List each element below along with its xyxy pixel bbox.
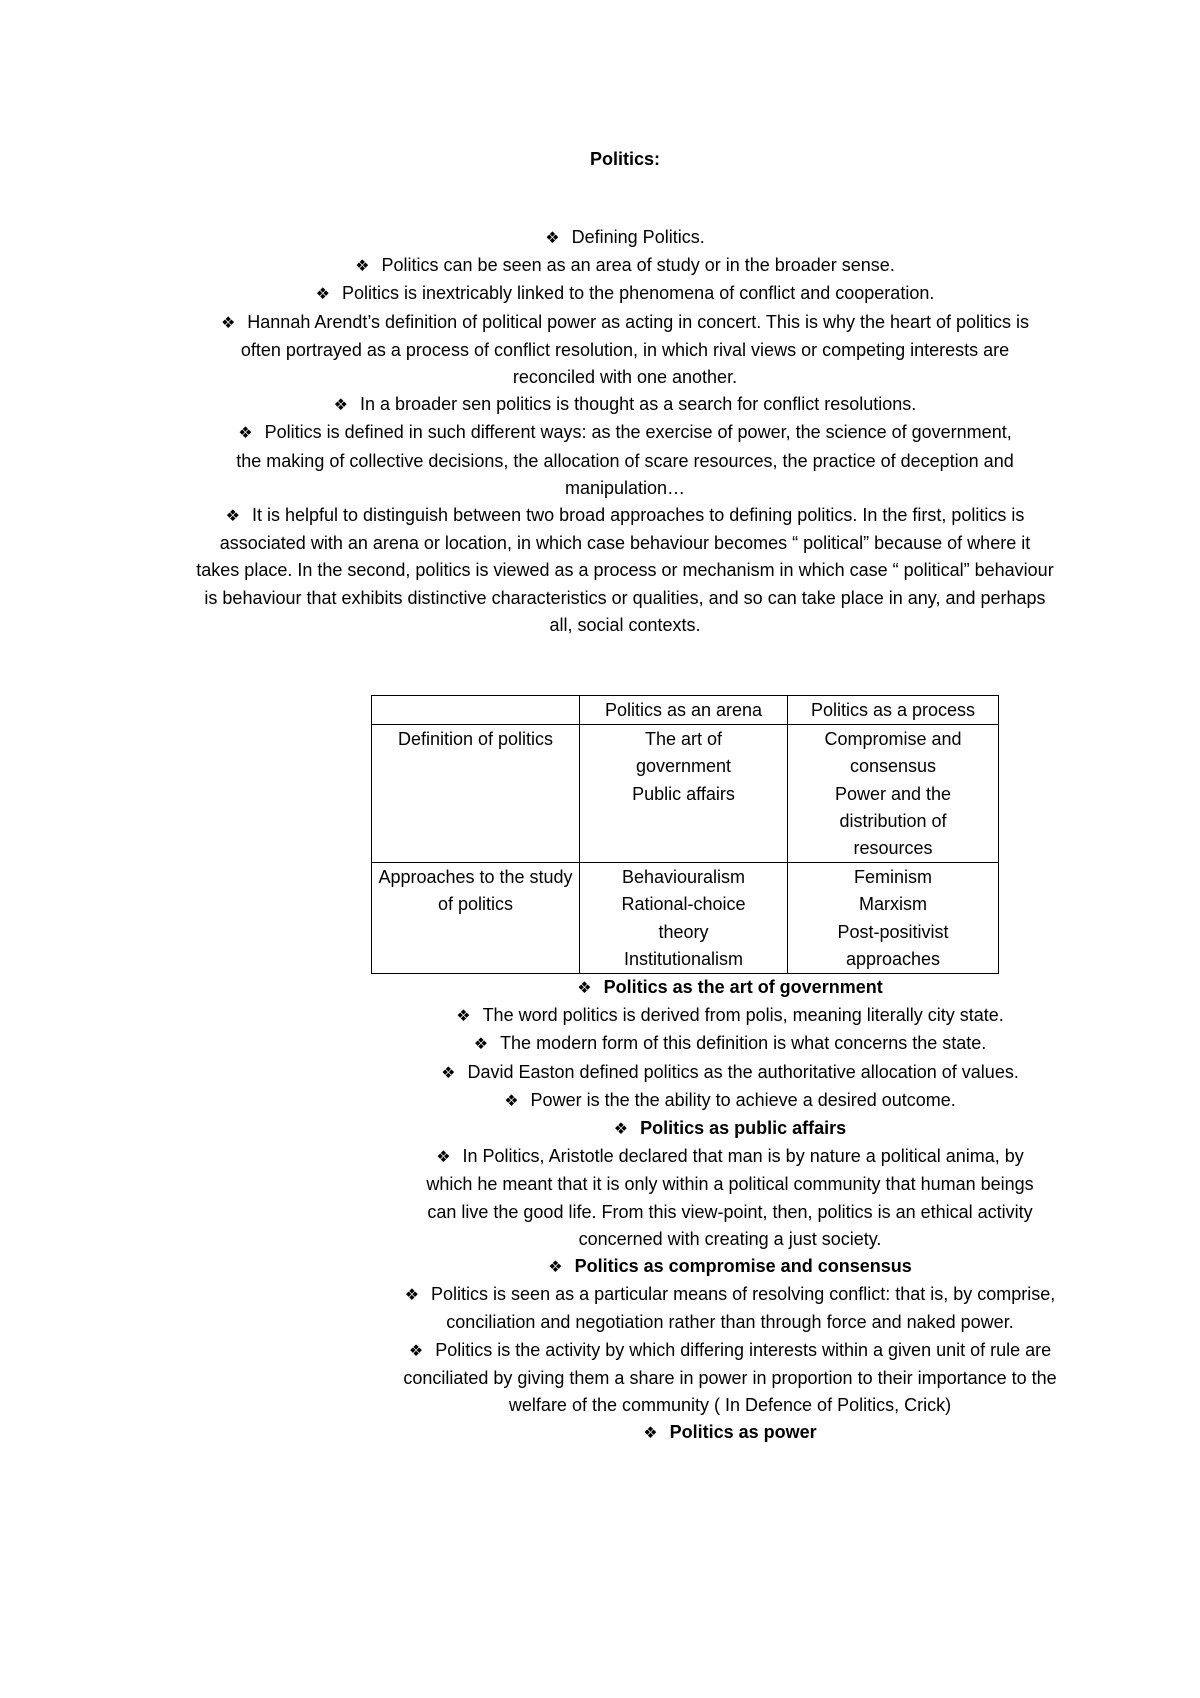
- table-cell: Compromise and consensus Power and the distribution of resources: [788, 725, 999, 863]
- section-heading: ❖ Politics as the art of government: [390, 974, 1070, 1002]
- comparison-table: [371, 695, 999, 974]
- diamond-bullet-icon: ❖: [238, 425, 253, 443]
- bullet-item: ❖ Politics is inextricably linked to the phenomena of conflict and cooperation.: [180, 280, 1070, 308]
- intro-bullet-list: [180, 224, 1070, 639]
- bullet-item: ❖ Politics is defined in such different ways: as the exercise of power, the science of government, the making of collective decisions, the allocation of scare resources, the practice of deception and manipulation…: [236, 422, 1014, 498]
- diamond-bullet-icon: ❖: [473, 1036, 489, 1054]
- bullet-item: ❖ It is helpful to distinguish between two broad approaches to defining politics. In the first, politics is associated with an arena or location, in which case behaviour becomes “ political” because of where it takes place. In the second, politics is viewed as a process or mechanism in which case “ political” behaviour is behaviour that exhibits distinctive characteristics or qualities, and so can take place in any, and perhaps all, social contexts.: [196, 505, 1054, 635]
- diamond-bullet-icon: ❖: [436, 1149, 451, 1167]
- section-heading: ❖ Politics as compromise and consensus: [390, 1253, 1070, 1281]
- table-cell: Behaviouralism Rational-choice theory Institutionalism: [580, 863, 788, 974]
- diamond-bullet-icon: ❖: [408, 1342, 424, 1360]
- section-heading: ❖ Politics as power: [390, 1419, 1070, 1447]
- diamond-bullet-icon: ❖: [333, 397, 349, 415]
- table-row-label: Definition of politics: [372, 725, 580, 863]
- diamond-bullet-icon: ❖: [456, 1008, 471, 1026]
- table-cell: The art of government Public affairs: [580, 725, 788, 863]
- diamond-bullet-icon: ❖: [441, 1064, 456, 1082]
- diamond-bullet-icon: ❖: [504, 1092, 519, 1110]
- table-header-row: [372, 696, 999, 725]
- diamond-bullet-icon: ❖: [643, 1425, 658, 1443]
- section-heading: ❖ Politics as public affairs: [390, 1115, 1070, 1143]
- bullet-item: ❖ Politics is seen as a particular means of resolving conflict: that is, by comprise, conciliation and negotiation rather than through force and naked power.: [404, 1284, 1056, 1333]
- table-row: [372, 863, 999, 974]
- diamond-bullet-icon: ❖: [404, 1287, 420, 1305]
- table-header-cell: [372, 696, 580, 725]
- bullet-item: ❖ Politics can be seen as an area of study or in the broader sense.: [180, 252, 1070, 280]
- page-title: Politics:: [589, 149, 660, 169]
- bullet-item: ❖ Politics is the activity by which differing interests within a given unit of rule are conciliated by giving them a share in power in proportion to their importance to the welfare of the community ( In Defence of Politics, Crick): [403, 1339, 1057, 1416]
- bullet-item: ❖ David Easton defined politics as the authoritative allocation of values.: [390, 1059, 1070, 1087]
- diamond-bullet-icon: ❖: [220, 314, 236, 332]
- table-header-cell: Politics as a process: [788, 696, 999, 725]
- bullet-item: ❖ In Politics, Aristotle declared that man is by nature a political anima, by which he meant that it is only within a political community that human beings can live the good life. From this view-point, then, politics is an ethical activity concerned with creating a just society.: [426, 1146, 1034, 1249]
- diamond-bullet-icon: ❖: [315, 286, 330, 304]
- bullet-item: ❖ The word politics is derived from polis, meaning literally city state.: [390, 1002, 1070, 1030]
- table-row: [372, 725, 999, 863]
- diamond-bullet-icon: ❖: [577, 980, 592, 997]
- bullet-item: ❖ The modern form of this definition is what concerns the state.: [390, 1030, 1070, 1058]
- table-cell: Feminism Marxism Post-positivist approaches: [788, 863, 999, 974]
- diamond-bullet-icon: ❖: [355, 258, 370, 276]
- bullet-item: ❖ Defining Politics.: [180, 224, 1070, 252]
- bullet-item: ❖ In a broader sen politics is thought as a search for conflict resolutions.: [180, 391, 1070, 419]
- lower-bullet-list: [390, 974, 1070, 1447]
- diamond-bullet-icon: ❖: [548, 1259, 563, 1277]
- diamond-bullet-icon: ❖: [613, 1121, 629, 1139]
- bullet-item: ❖ Power is the the ability to achieve a desired outcome.: [390, 1087, 1070, 1115]
- diamond-bullet-icon: ❖: [545, 230, 560, 247]
- table-row-label: Approaches to the study of politics: [372, 863, 580, 974]
- diamond-bullet-icon: ❖: [225, 508, 240, 526]
- bullet-item: ❖ Hannah Arendt’s definition of political power as acting in concert. This is why the heart of politics is often portrayed as a process of conflict resolution, in which rival views or competing interests are reconciled with one another.: [220, 311, 1030, 388]
- table-header-cell: Politics as an arena: [580, 696, 788, 725]
